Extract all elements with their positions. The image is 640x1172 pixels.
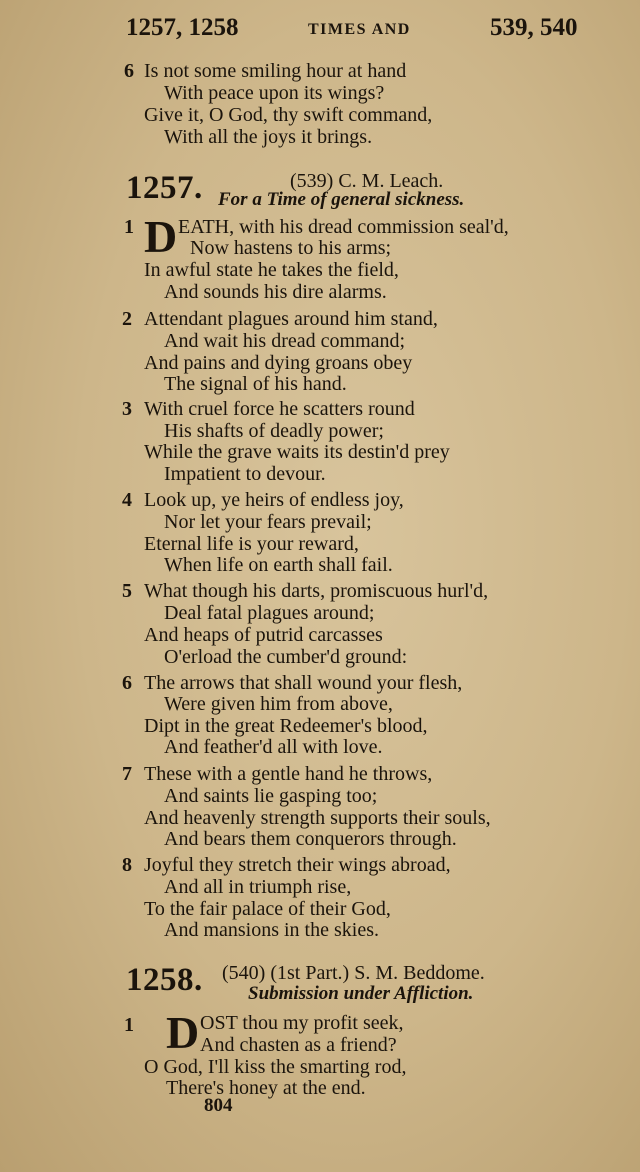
stanza-number: 7	[122, 763, 132, 785]
verse-line: And pains and dying groans obey	[144, 352, 413, 374]
verse-line: What though his darts, promiscuous hurl'd,	[144, 580, 489, 602]
stanza-number: 2	[122, 308, 132, 330]
verse-line: When life on earth shall fail.	[164, 554, 393, 576]
verse-line: To the fair palace of their God,	[144, 898, 391, 920]
hymn-number: 1257.	[126, 170, 203, 206]
verse-line: With peace upon its wings?	[164, 82, 385, 104]
verse-line: Is not some smiling hour at hand	[144, 60, 407, 82]
verse-line: Were given him from above,	[164, 693, 393, 715]
verse-line: And chasten as a friend?	[200, 1034, 397, 1056]
verse-line: Look up, ye heirs of endless joy,	[144, 489, 404, 511]
verse-line: And bears them conquerors through.	[164, 828, 457, 850]
drop-cap: D	[144, 211, 178, 262]
verse-line: These with a gentle hand he throws,	[144, 763, 433, 785]
verse-line: While the grave waits its destin'd prey	[144, 441, 450, 463]
verse-line: Impatient to devour.	[164, 463, 326, 485]
verse-line: EATH, with his dread commission seal'd,	[178, 216, 509, 238]
hymn-meta: (540) (1st Part.) S. M. Beddome.	[222, 962, 485, 984]
stanza-number: 6	[122, 672, 132, 694]
verse-line: Deal fatal plagues around;	[164, 602, 375, 624]
verse-line: And all in triumph rise,	[164, 876, 352, 898]
verse-line: And feather'd all with love.	[164, 736, 383, 758]
verse-line: Now hastens to his arms;	[190, 237, 392, 259]
verse-line: The arrows that shall wound your flesh,	[144, 672, 463, 694]
verse-line: Eternal life is your reward,	[144, 533, 359, 555]
stanza-number: 1	[124, 216, 134, 238]
verse-line: Nor let your fears prevail;	[164, 511, 372, 533]
header-tune-numbers: 539, 540	[490, 14, 578, 41]
verse-line: And heaps of putrid carcasses	[144, 624, 383, 646]
stanza-number: 1	[124, 1014, 134, 1036]
verse-line: Joyful they stretch their wings abroad,	[144, 854, 451, 876]
header-section-title: TIMES AND	[308, 21, 411, 38]
hymn-number: 1258.	[126, 962, 203, 998]
hymn-title: For a Time of general sickness.	[218, 189, 465, 210]
verse-line: There's honey at the end.	[166, 1077, 366, 1099]
hymn-title: Submission under Affliction.	[248, 983, 474, 1004]
verse-line: And mansions in the skies.	[164, 919, 379, 941]
stanza-number: 5	[122, 580, 132, 602]
stanza-number: 6	[124, 60, 134, 82]
verse-line: And heavenly strength supports their souls,	[144, 807, 491, 829]
header-hymn-numbers: 1257, 1258	[126, 14, 239, 41]
hymn-meta: (539) C. M. Leach.	[290, 170, 444, 192]
verse-line: Attendant plagues around him stand,	[144, 308, 438, 330]
verse-line: And sounds his dire alarms.	[164, 281, 387, 303]
verse-line: His shafts of deadly power;	[164, 420, 384, 442]
drop-cap: D	[166, 1007, 200, 1058]
verse-line: OST thou my profit seek,	[200, 1012, 404, 1034]
verse-line: And saints lie gasping too;	[164, 785, 378, 807]
stanza-number: 3	[122, 398, 132, 420]
page-number: 804	[204, 1095, 233, 1116]
verse-line: O'erload the cumber'd ground:	[164, 646, 408, 668]
verse-line: In awful state he takes the field,	[144, 259, 399, 281]
verse-line: With all the joys it brings.	[164, 126, 373, 148]
verse-line: With cruel force he scatters round	[144, 398, 415, 420]
verse-line: The signal of his hand.	[164, 373, 347, 395]
verse-line: O God, I'll kiss the smarting rod,	[144, 1056, 407, 1078]
stanza-number: 8	[122, 854, 132, 876]
stanza-number: 4	[122, 489, 132, 511]
verse-line: And wait his dread command;	[164, 330, 406, 352]
verse-line: Dipt in the great Redeemer's blood,	[144, 715, 428, 737]
verse-line: Give it, O God, thy swift command,	[144, 104, 433, 126]
